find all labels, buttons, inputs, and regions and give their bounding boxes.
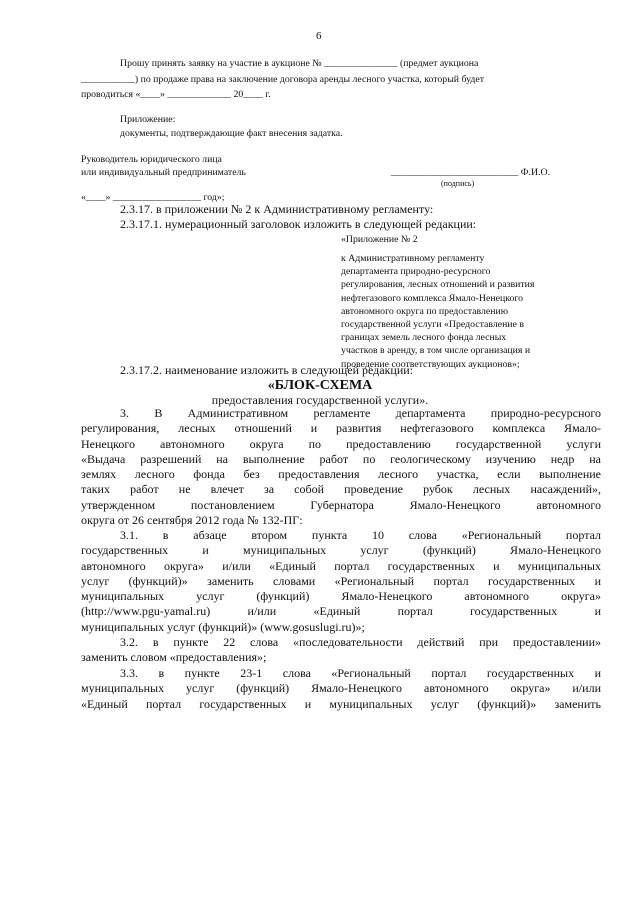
form-line-2: ___________) по продаже права на заключение договора аренды лесного участка, который будет: [81, 74, 484, 85]
page-number: 6: [316, 30, 322, 42]
section-3-3-line: муниципальных услуг (функций) Ямало-Ненецкого автономного округа» и/или: [81, 681, 601, 696]
paragraph-2-3-17-1: 2.3.17.1. нумерационный заголовок изложить в следующей редакции:: [120, 217, 477, 231]
appendix-line: государственной услуги «Предоставление в: [341, 319, 524, 331]
section-3-line: округа от 26 сентября 2012 года № 132-ПГ:: [81, 513, 303, 528]
section-3-line: «Выдача разрешений на выполнение работ по геологическому изучению недр на: [81, 451, 601, 466]
section-3-line: регулирования, лесных отношений и развития нефтегазового комплекса Ямало-: [81, 421, 601, 436]
attachment-text: документы, подтверждающие факт внесения задатка.: [120, 128, 343, 139]
section-3-1-line: автономного округа» и/или «Единый портал государственных и муниципальных: [81, 558, 601, 573]
appendix-text: [341, 252, 534, 371]
appendix-heading: «Приложение № 2: [341, 234, 418, 245]
section-3-line: Ненецкого автономного округа по предоставлению государственной услуги: [81, 436, 601, 451]
appendix-line: участков в аренду, в том числе организация и: [341, 345, 531, 357]
head-line-2: или индивидуальный предприниматель: [81, 167, 246, 178]
section-3-line: землях лесного фонда без предоставления лесного участка, если выполнение: [81, 467, 601, 482]
appendix-line: регулирования, лесных отношений и развития: [341, 279, 535, 291]
section-3-3: [81, 666, 601, 712]
appendix-line: границах земель лесного фонда лесных: [341, 332, 507, 344]
appendix-line: автономного округа по предоставлению: [341, 305, 509, 317]
form-line-1: Прошу принять заявку на участие в аукционе № _______________ (предмет аукциона: [120, 58, 479, 69]
attachment-label: Приложение:: [120, 114, 176, 125]
signature-line: __________________________ Ф.И.О.: [391, 167, 551, 178]
appendix-line: к Административному регламенту: [341, 253, 485, 264]
section-3-1-line: муниципальных услуг (функций)» (www.gosuslugi.ru)»;: [81, 619, 365, 634]
appendix-line: департамента природно-ресурсного: [341, 266, 491, 278]
section-3-1-line: 3.1. в абзаце втором пункта 10 слова «Региональный портал: [120, 528, 601, 542]
date-line: «____» __________________ год»;: [81, 192, 225, 203]
appendix-line: проведение соответствующих аукционов»;: [341, 358, 520, 370]
section-3-1-line: услуг (функций)» заменить словами «Региональный портал государственных и: [81, 573, 601, 588]
section-3-2-line: 3.2. в пункте 22 слова «последовательности действий при предоставлении»: [120, 635, 601, 649]
section-3-2: [81, 635, 601, 666]
paragraph-2-3-17: 2.3.17. в приложении № 2 к Административному регламенту:: [120, 202, 434, 216]
section-3-1: [81, 528, 601, 635]
section-3-1-line: (http://www.pgu-yamal.ru) и/или «Единый портал государственных и: [81, 604, 601, 619]
section-3: [81, 406, 601, 528]
section-3-line: 3. В Административном регламенте департамента природно-ресурсного: [120, 406, 601, 420]
section-3-line: таких работ не влечет за собой проведение рубок лесных насаждений»,: [81, 482, 601, 497]
form-line-3: проводиться «____» _____________ 20____ г.: [81, 89, 271, 100]
block-scheme-title: «БЛОК-СХЕМА: [267, 378, 373, 393]
section-3-3-line: 3.3. в пункте 23-1 слова «Региональный портал государственных и: [120, 666, 601, 680]
section-3-2-line: заменить словом «предоставления»;: [81, 650, 267, 665]
section-3-3-line: «Единый портал государственных и муниципальных услуг (функций)» заменить: [81, 696, 601, 711]
section-3-1-line: государственных и муниципальных услуг (функций) Ямало-Ненецкого: [81, 543, 601, 558]
signature-caption: (подпись): [441, 179, 475, 188]
block-scheme-subtitle: предоставления государственной услуги».: [211, 393, 429, 407]
section-3-line: утвержденном постановлением Губернатора Ямало-Ненецкого автономного: [81, 497, 601, 512]
section-3-1-line: муниципальных услуг (функций) Ямало-Ненецкого автономного округа»: [81, 589, 601, 604]
paragraph-2-3-17-2: 2.3.17.2. наименование изложить в следующей редакции:: [120, 363, 414, 377]
appendix-line: нефтегазового комплекса Ямало-Ненецкого: [341, 292, 524, 304]
head-line-1: Руководитель юридического лица: [81, 154, 222, 165]
